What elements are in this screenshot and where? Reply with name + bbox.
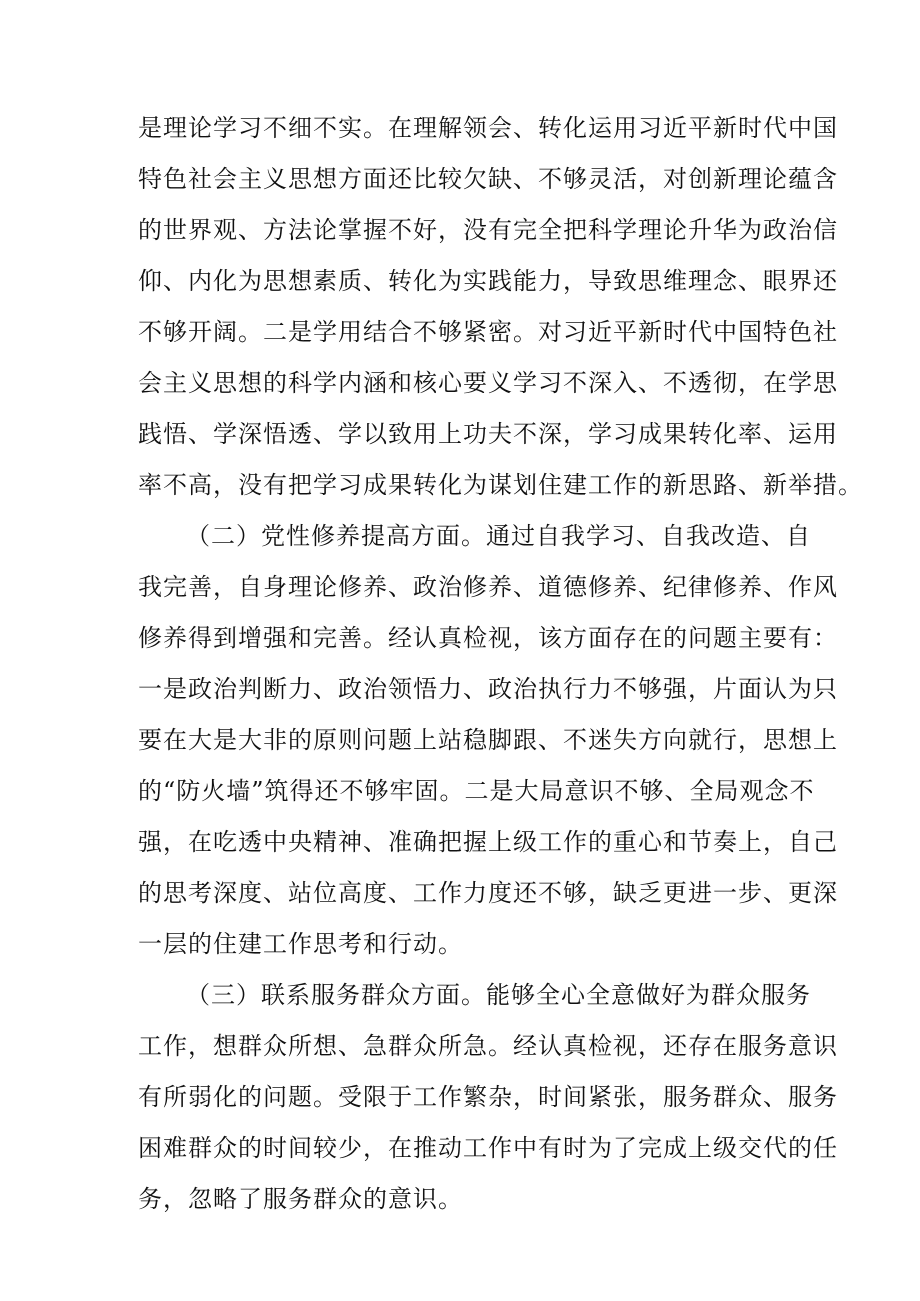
text-line: 率不高，没有把学习成果转化为谋划住建工作的新思路、新举措。 — [138, 471, 863, 499]
text-line: 务，忽略了服务群众的意识。 — [138, 1185, 463, 1213]
text-line: 仰、内化为思想素质、转化为实践能力，导致思维理念、眼界还 — [138, 267, 838, 295]
text-line: 工作，想群众所想、急群众所急。经认真检视，还存在服务意识 — [138, 1032, 838, 1060]
text-line: 的思考深度、站位高度、工作力度还不够，缺乏更进一步、更深 — [138, 879, 838, 907]
text-line: 是理论学习不细不实。在理解领会、转化运用习近平新时代中国 — [138, 114, 838, 142]
text-line: 不够开阔。二是学用结合不够紧密。对习近平新时代中国特色社 — [138, 318, 838, 346]
text-line: 要在大是大非的原则问题上站稳脚跟、不迷失方向就行，思想上 — [138, 726, 838, 754]
text-line: 践悟、学深悟透、学以致用上功夫不深，学习成果转化率、运用 — [138, 420, 838, 448]
text-line: 我完善，自身理论修养、政治修养、道德修养、纪律修养、作风 — [138, 573, 838, 601]
section-heading-line: （三）联系服务群众方面。能够全心全意做好为群众服务 — [186, 981, 811, 1009]
text-line: 会主义思想的科学内涵和核心要义学习不深入、不透彻，在学思 — [138, 369, 838, 397]
text-line: 特色社会主义思想方面还比较欠缺、不够灵活，对创新理论蕴含 — [138, 165, 838, 193]
text-line: 强，在吃透中央精神、准确把握上级工作的重心和节奏上，自己 — [138, 828, 838, 856]
text-line: 修养得到增强和完善。经认真检视，该方面存在的问题主要有： — [138, 624, 838, 652]
text-line: 的“防火墙”筑得还不够牢固。二是大局意识不够、全局观念不 — [138, 777, 815, 805]
text-line: 有所弱化的问题。受限于工作繁杂，时间紧张，服务群众、服务 — [138, 1083, 838, 1111]
text-line: 困难群众的时间较少，在推动工作中有时为了完成上级交代的任 — [138, 1134, 838, 1162]
text-line: 一是政治判断力、政治领悟力、政治执行力不够强，片面认为只 — [138, 675, 838, 703]
text-line: 一层的住建工作思考和行动。 — [138, 930, 463, 958]
section-heading-line: （二）党性修养提高方面。通过自我学习、自我改造、自 — [186, 522, 811, 550]
text-line: 的世界观、方法论掌握不好，没有完全把科学理论升华为政治信 — [138, 216, 838, 244]
